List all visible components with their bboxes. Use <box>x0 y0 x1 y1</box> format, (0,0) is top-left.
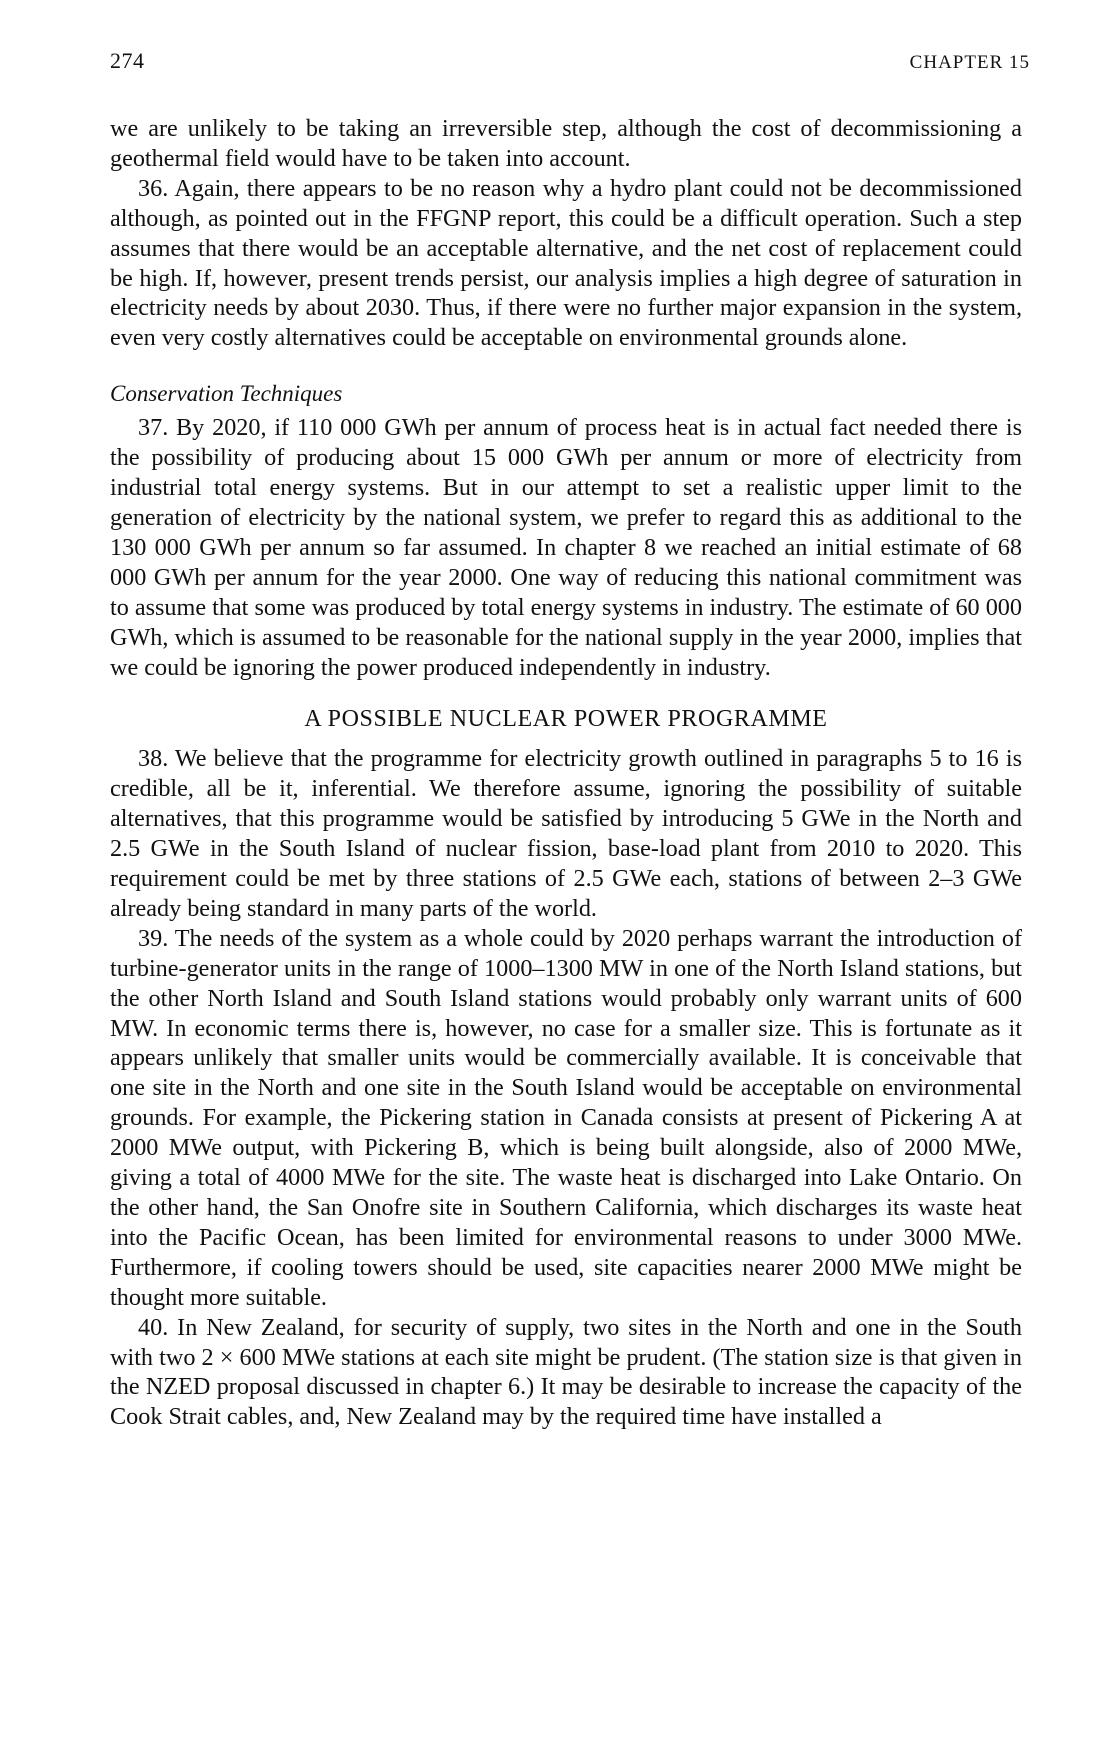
body-text <box>110 114 1022 1432</box>
paragraph-40: 40. In New Zealand, for security of supply, two sites in the North and one in the South with two 2 × 600 MWe stations at each site might be prudent. (The station size is that given in the NZED proposal discussed in chapter 6.) It may be desirable to increase the capacity of the Cook Strait cables, and, New Zealand may by the required time have installed a <box>110 1313 1022 1431</box>
paragraph-38: 38. We believe that the programme for electricity growth outlined in paragraphs 5 to 16 is credible, all be it, inferential. We therefore assume, ignoring the possibility of suitable alternatives, that this programme would be satisfied by introducing 5 GWe in the North and 2.5 GWe in the South Island of nuclear fission, base-load plant from 2010 to 2020. This requirement could be met by three stations of 2.5 GWe each, stations of between 2–3 GWe already being standard in many parts of the world. <box>110 745 1022 922</box>
running-head <box>110 48 1030 88</box>
paragraph-continued: we are unlikely to be taking an irreversible step, although the cost of decommissioning a geothermal field would have to be taken into account. <box>110 115 1022 172</box>
chapter-label: CHAPTER 15 <box>909 52 1030 73</box>
paragraph-39: 39. The needs of the system as a whole could by 2020 perhaps warrant the introduction of turbine-generator units in the range of 1000–1300 MW in one of the North Island stations, but the other North Island and South Island stations would probably only warrant units of 600 MW. In economic terms there is, however, no case for a smaller size. This is fortunate as it appears unlikely that smaller units would be commercially available. It is conceivable that one site in the North and one site in the South Island would be acceptable on environmental grounds. For example, the Pickering station in Canada consists at present of Pickering A at 2000 MWe output, with Pickering B, which is being built alongside, also of 2000 MWe, giving a total of 4000 MWe for the site. The waste heat is discharged into Lake Ontario. On the other hand, the San Onofre site in Southern California, which discharges its waste heat into the Pacific Ocean, has been limited for environmental reasons to under 3000 MWe. Furthermore, if cooling towers should be used, site capacities nearer 2000 MWe might be thought more suitable. <box>110 924 1022 1311</box>
page-number: 274 <box>110 48 145 73</box>
paragraph-37: 37. By 2020, if 110 000 GWh per annum of process heat is in actual fact needed there is the possibility of producing about 15 000 GWh per annum or more of electricity from industrial total energy systems. But in our attempt to set a realistic upper limit to the generation of electricity by the national system, we prefer to regard this as additional to the 130 000 GWh per annum so far assumed. In chapter 8 we reached an initial estimate of 68 000 GWh per annum for the year 2000. One way of reducing this national commitment was to assume that some was produced by total energy systems in industry. The estimate of 60 000 GWh, which is assumed to be reasonable for the national supply in the year 2000, implies that we could be ignoring the power produced independently in industry. <box>110 414 1022 681</box>
section-heading-nuclear: A POSSIBLE NUCLEAR POWER PROGRAMME <box>304 706 828 733</box>
section-heading-conservation: Conservation Techniques <box>110 381 343 407</box>
document-page <box>110 48 1030 1432</box>
paragraph-36: 36. Again, there appears to be no reason why a hydro plant could not be decommissioned although, as pointed out in the FFGNP report, this could be a difficult operation. Such a step assumes that there would be an acceptable alternative, and the net cost of replacement could be high. If, however, present trends persist, our analysis implies a high degree of saturation in electricity needs by about 2030. Thus, if there were no further major expansion in the system, even very costly alternatives could be acceptable on environmental grounds alone. <box>110 174 1022 352</box>
